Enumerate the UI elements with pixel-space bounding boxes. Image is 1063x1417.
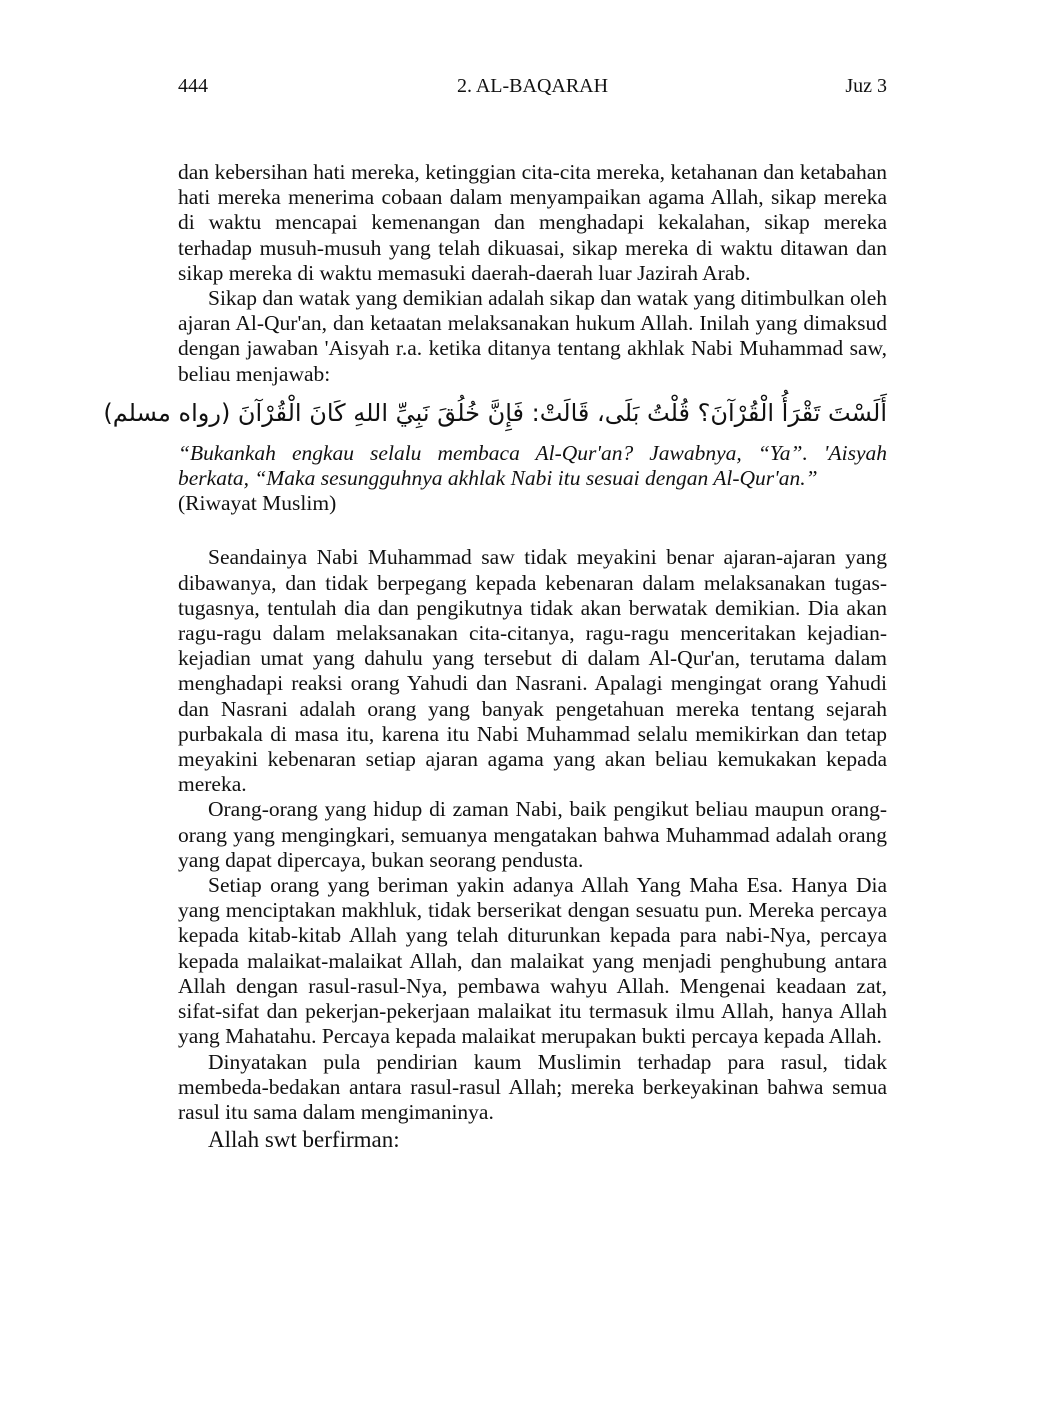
paragraph-4: Orang-orang yang hidup di zaman Nabi, baik pengikut beliau maupun orang-orang yang mengingkari, semuanya mengatakan bahwa Muhammad adalah orang yang dapat dipercaya, bukan seorang pendusta. [178,797,887,872]
paragraph-gap [178,516,887,545]
paragraph-5: Setiap orang yang beriman yakin adanya Allah Yang Maha Esa. Hanya Dia yang menciptakan makhluk, tidak berserikat dengan sesuatu pun. Mereka percaya kepada kitab-kitab Allah yang telah diturunkan kepada para nabi-Nya, percaya kepada malaikat-malaikat Allah, dan malaikat yang menjadi penghubung antara Allah dengan rasul-rasul-Nya, pembawa wahyu Allah. Mengenai keadaan zat, sifat-sifat dan pekerjan-pekerjaan malaikat itu termasuk ilmu Allah, hanya Allah yang Mahatahu. Percaya kepada malaikat merupakan bukti percaya kepada Allah. [178,873,887,1049]
juz-label: Juz 3 [845,75,887,97]
chapter-title: 2. AL-BAQARAH [456,75,609,97]
arabic-hadith: أَلَسْتَ تَقْرَأُ الْقُرْآنَ؟ قُلْتُ بَلَى، قَالَتْ: فَإِنَّ خُلُقَ نَبِيِّ اللهِ كَانَ الْقُرْآنَ (رواه مسلم) [103,398,887,427]
paragraph-6: Dinyatakan pula pendirian kaum Muslimin terhadap para rasul, tidak membeda-bedakan antara rasul-rasul Allah; mereka berkeyakinan bahwa semua rasul itu sama dalam mengimaninya. [178,1049,887,1124]
running-header [178,72,887,100]
paragraph-2: Sikap dan watak yang demikian adalah sikap dan watak yang ditimbulkan oleh ajaran Al-Qur'an, dan ketaatan melaksanakan hukum Allah. Inilah yang dimaksud dengan jawaban 'Aisyah r.a. ketika ditanya tentang akhlak Nabi Muhammad saw, beliau menjawab: [178,286,887,386]
paragraph-3: Seandainya Nabi Muhammad saw tidak meyakini benar ajaran-ajaran yang dibawanya, dan tidak berpegang kepada kebenaran dalam melaksanakan tugas-tugasnya, tentulah dia dan pengikutnya tidak akan berwatak demikian. Dia akan ragu-ragu dalam melaksanakan cita-citanya, ragu-ragu menceritakan kejadian-kejadian umat yang dahulu yang tersebut di dalam Al-Qur'an, terutama dalam menghadapi reaksi orang Yahudi dan Nasrani. Apalagi mengingat orang Yahudi dan Nasrani adalah orang yang banyak pengetahuan mereka tentang sejarah purbakala di masa itu, karena itu Nabi Muhammad selalu memikirkan dan tetap meyakini kebenaran setiap ajaran agama yang akan beliau kemukakan kepada mereka. [178,545,887,797]
paragraph-1: dan kebersihan hati mereka, ketinggian cita-cita mereka, ketahanan dan ketabahan hati mereka menerima cobaan dalam menyampaikan agama Allah, sikap mereka di waktu mencapai kemenangan dan menghadapi kekalahan, sikap mereka terhadap musuh-musuh yang telah dikuasai, sikap mereka di waktu ditawan dan sikap mereka di waktu memasuki daerah-daerah luar Jazirah Arab. [178,160,887,285]
paragraph-7: Allah swt berfirman: [208,1127,400,1153]
hadith-reference: (Riwayat Muslim) [178,491,337,516]
hadith-translation: “Bukankah engkau selalu membaca Al-Qur'an? Jawabnya, “Ya”. 'Aisyah berkata, “Maka sesungguhnya akhlak Nabi itu sesuai dengan Al-Qur'an.” [178,440,887,491]
body-text [103,160,887,1153]
page-number: 444 [178,75,208,97]
